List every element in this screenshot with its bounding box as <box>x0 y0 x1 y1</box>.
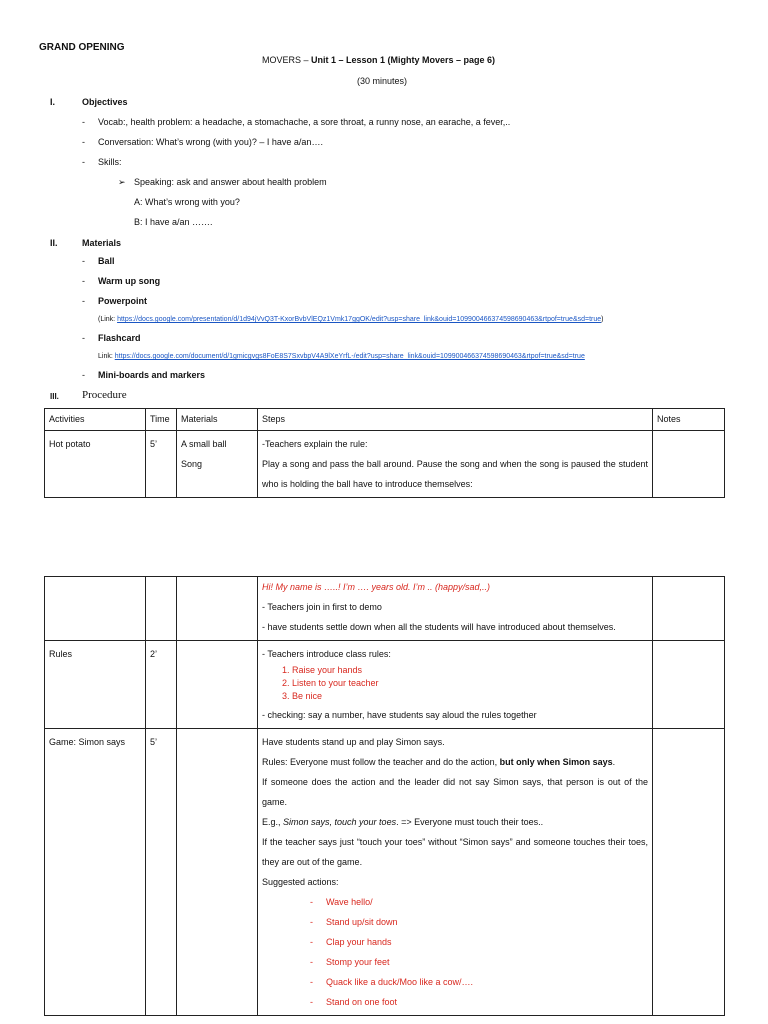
list-item: - Quack like a duck/Moo like a cow/…. <box>310 972 648 992</box>
list-item: 3. Be nice <box>292 690 648 703</box>
steps-rules: - Teachers introduce class rules: 1. Raise your hands 2. Listen to your teacher 3. Be nice - checking: say a number, have students say aloud the rules together <box>258 641 653 729</box>
example-a: A: What’s wrong with you? <box>134 197 240 207</box>
section-heading-materials: Materials <box>82 238 122 248</box>
table-header-row <box>45 409 725 431</box>
section-numeral-objectives: I. <box>50 97 56 107</box>
rules-list <box>262 664 648 703</box>
time-hot-potato: 5’ <box>146 431 177 498</box>
header-notes: Notes <box>653 409 725 431</box>
actions-list <box>262 892 648 1012</box>
list-item: - Stand on one foot <box>310 992 648 1012</box>
objective-vocab: - Vocab:, health problem: a headache, a stomachache, a sore throat, a runny nose, an earache, a fever,.. <box>82 117 511 127</box>
material-ball: - Ball <box>82 256 115 266</box>
materials-hot-potato: A small ball Song <box>177 431 258 498</box>
steps-simon-says: Have students stand up and play Simon says. Rules: Everyone must follow the teacher and do the action, but only when Simon says. If someone does the action and the leader did not say Simon says, that person is out of the game. E.g., Simon says, touch your toes. => Everyone must touch their toes.. If the teacher says just “touch your toes” without “Simon says” and someone touches their toes, they are out of the game. Suggested actions: - Wave hello/ - Stand up/sit down - Clap your hands - Stomp your feet - Quack like a duck/Moo like a cow/…. - Stand on one foot <box>258 729 653 1016</box>
example-b: B: I have a/an ……. <box>134 217 213 227</box>
list-item: 1. Raise your hands <box>292 664 648 677</box>
section-heading-procedure: Procedure <box>82 389 127 401</box>
table-row <box>45 577 725 641</box>
objective-conversation: - Conversation: What’s wrong (with you)? – I have a/an…. <box>82 137 323 147</box>
material-flashcard: - Flashcard <box>82 333 141 343</box>
steps-hot-potato-continued: Hi! My name is …..! I’m …. years old. I’m .. (happy/sad,..) - Teachers join in first to demo - have students settle down when all the students will have introduced about themselves. <box>258 577 653 641</box>
flashcard-link[interactable]: https://docs.google.com/document/d/1gmicgvgs8FoE8S7SxvbpV4A9lXeYrfL-/edit?usp=share_link&ouid=109900466374598690463&rtpof=true&sd=true <box>114 353 585 360</box>
list-item: - Clap your hands <box>310 932 648 952</box>
procedure-table-2 <box>44 576 725 1016</box>
material-powerpoint: - Powerpoint <box>82 296 147 306</box>
lesson-duration: (30 minutes) <box>357 76 408 86</box>
activity-simon-says: Game: Simon says <box>45 729 146 1016</box>
lesson-heading: MOVERS – Unit 1 – Lesson 1 (Mighty Movers – page 6) <box>262 55 496 65</box>
objective-skills: - Skills: <box>82 157 122 167</box>
procedure-table-1 <box>44 408 725 498</box>
time-rules: 2’ <box>146 641 177 729</box>
time-simon-says: 5’ <box>146 729 177 1016</box>
list-item: - Stand up/sit down <box>310 912 648 932</box>
section-heading-objectives: Objectives <box>82 97 128 107</box>
header-steps: Steps <box>258 409 653 431</box>
powerpoint-link-line: (Link: https://docs.google.com/presentation/d/1d94jVvQ3T-KxorBvbVlEQz1Vmk17ggOK/edit?usp=share_link&ouid=109900466374598690463&rtpof=true&sd=true) <box>98 316 604 323</box>
intro-sentence: Hi! My name is …..! I’m …. years old. I’m .. (happy/sad,..) <box>262 582 491 592</box>
doc-title: GRAND OPENING <box>39 42 125 53</box>
steps-hot-potato: -Teachers explain the rule: Play a song and pass the ball around. Pause the song and when the song is paused the student who is holding the ball have to introduce themselves: <box>258 431 653 498</box>
section-numeral-procedure: III. <box>50 392 59 401</box>
table-row <box>45 641 725 729</box>
list-item: - Stomp your feet <box>310 952 648 972</box>
skill-speaking: ➢ Speaking: ask and answer about health problem <box>118 177 327 187</box>
section-numeral-materials: II. <box>50 238 58 248</box>
arrow-bullet-icon: ➢ <box>118 177 126 187</box>
header-activities: Activities <box>45 409 146 431</box>
list-item: - Wave hello/ <box>310 892 648 912</box>
table-row <box>45 729 725 1016</box>
material-boards: - Mini-boards and markers <box>82 370 206 380</box>
notes-hot-potato <box>653 431 725 498</box>
activity-rules: Rules <box>45 641 146 729</box>
header-materials: Materials <box>177 409 258 431</box>
powerpoint-link[interactable]: https://docs.google.com/presentation/d/1d94jVvQ3T-KxorBvbVlEQz1Vmk17ggOK/edit?usp=share_link&ouid=109900466374598690463&rtpof=true&sd=true <box>117 316 602 323</box>
flashcard-link-line: Link: https://docs.google.com/document/d/1gmicgvgs8FoE8S7SxvbpV4A9lXeYrfL-/edit?usp=share_link&ouid=109900466374598690463&rtpof=true&sd=true <box>98 353 585 360</box>
material-warmup: - Warm up song <box>82 276 161 286</box>
activity-hot-potato: Hot potato <box>45 431 146 498</box>
header-time: Time <box>146 409 177 431</box>
table-row <box>45 431 725 498</box>
list-item: 2. Listen to your teacher <box>292 677 648 690</box>
